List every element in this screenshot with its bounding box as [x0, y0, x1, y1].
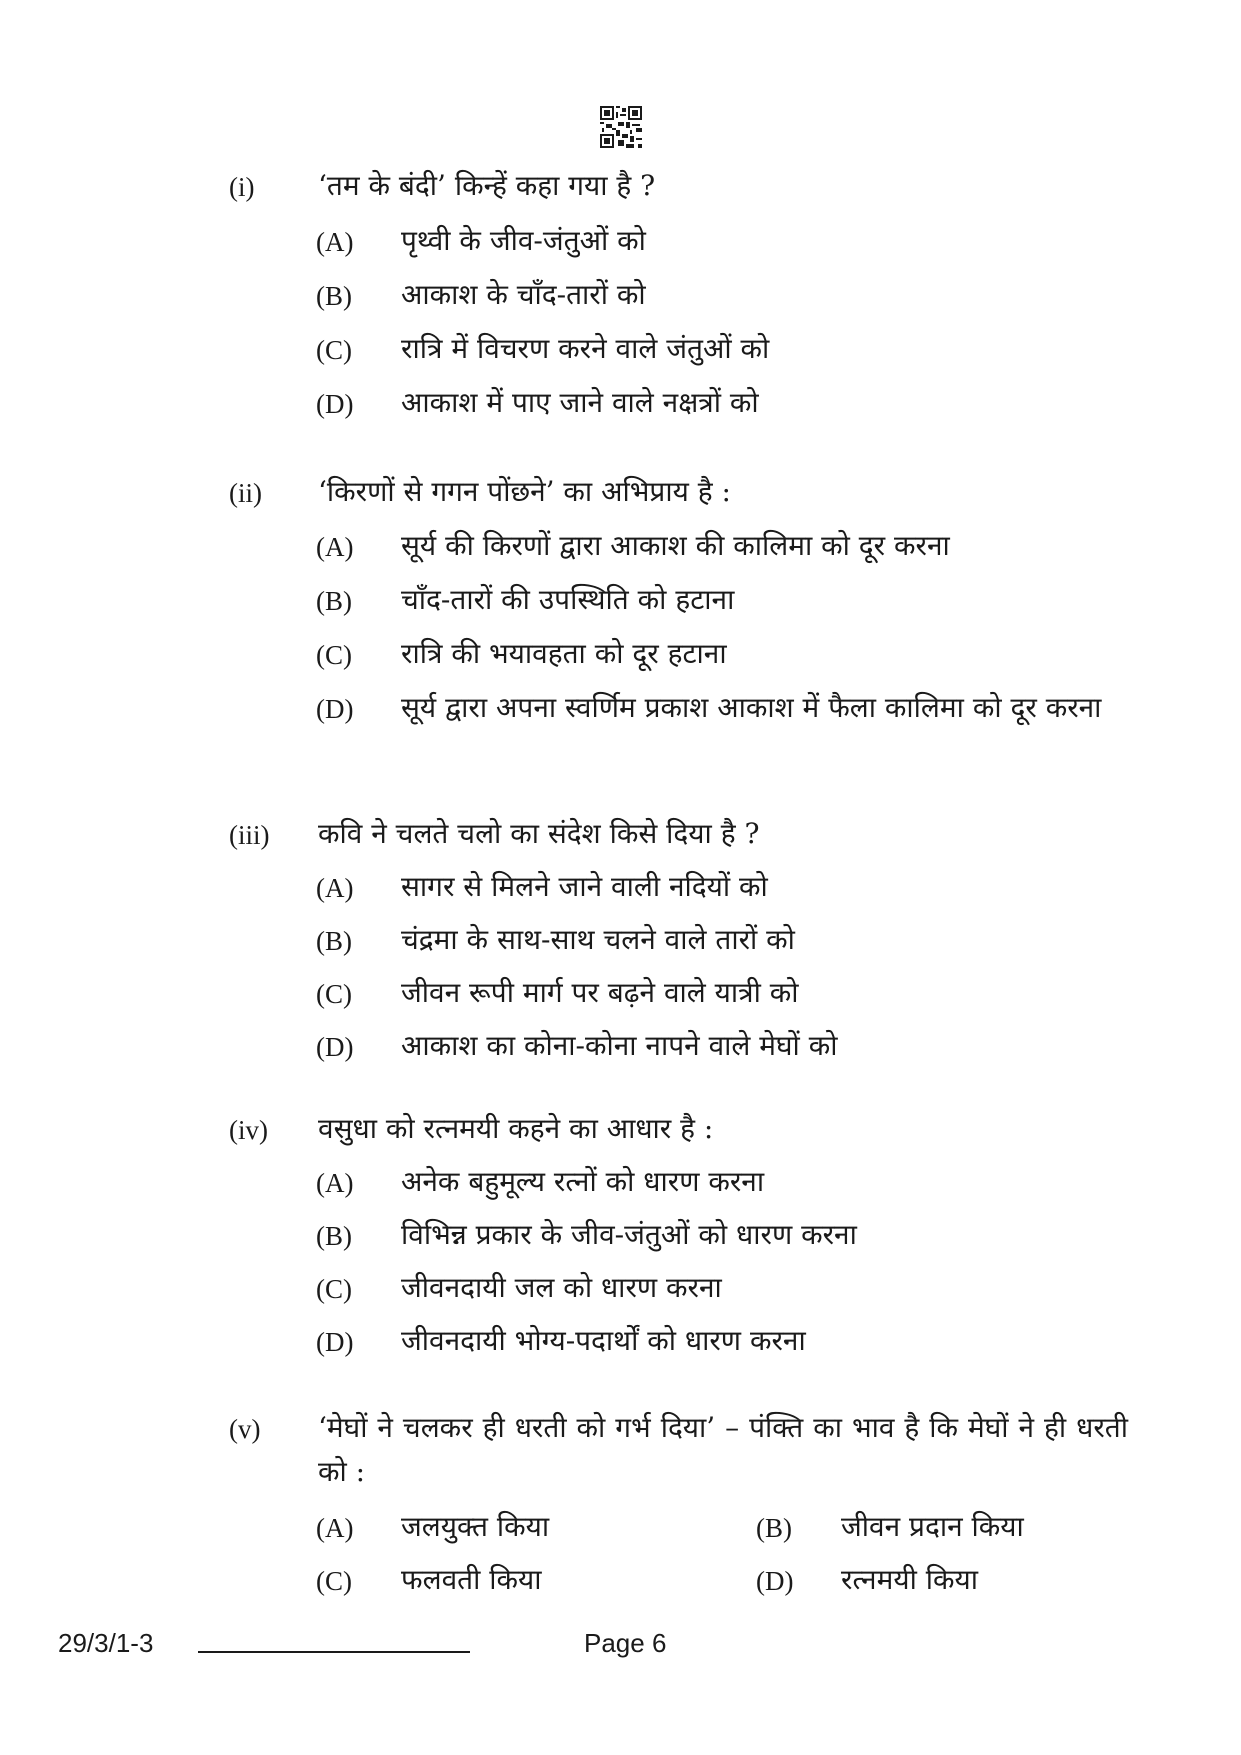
option-letter: (D): [756, 1566, 794, 1596]
question-text: ‘किरणों से गगन पोंछने’ का अभिप्राय है :: [318, 475, 731, 508]
option-text: रात्रि की भयावहता को दूर हटाना: [401, 637, 727, 670]
question-text: कवि ने चलते चलो का संदेश किसे दिया है ?: [318, 817, 760, 850]
option-text: जीवनदायी भोग्य-पदार्थों को धारण करना: [401, 1324, 806, 1357]
question-number: (i): [229, 172, 255, 202]
option-letter: (B): [316, 1221, 352, 1251]
option-letter: (C): [316, 1274, 352, 1304]
footer-divider: [198, 1651, 470, 1653]
option-letter: (D): [316, 1032, 354, 1062]
option-letter: (A): [316, 873, 354, 903]
paper-code: 29/3/1-3: [58, 1628, 154, 1658]
option-letter: (D): [316, 389, 354, 419]
question-number: (v): [229, 1414, 261, 1444]
question-text: ‘तम के बंदी’ किन्हें कहा गया है ?: [318, 169, 656, 202]
option-letter: (A): [316, 227, 354, 257]
option-text: आकाश के चाँद-तारों को: [401, 278, 646, 311]
option-text: फलवती किया: [401, 1563, 542, 1596]
option-letter: (C): [316, 1566, 352, 1596]
option-text: सागर से मिलने जाने वाली नदियों को: [401, 870, 768, 903]
option-letter: (B): [316, 586, 352, 616]
option-text: जलयुक्त किया: [401, 1510, 550, 1543]
question-text: वसुधा को रत्नमयी कहने का आधार है :: [318, 1112, 714, 1145]
option-text: सूर्य द्वारा अपना स्वर्णिम प्रकाश आकाश में फैला कालिमा को दूर करना: [401, 691, 1102, 724]
question-number: (ii): [229, 478, 262, 508]
option-text: आकाश में पाए जाने वाले नक्षत्रों को: [401, 386, 759, 419]
page-number: Page 6: [584, 1628, 667, 1658]
option-letter: (B): [756, 1513, 792, 1543]
option-letter: (A): [316, 532, 354, 562]
option-letter: (A): [316, 1168, 354, 1198]
option-text: चंद्रमा के साथ-साथ चलने वाले तारों को: [401, 923, 795, 956]
option-text: विभिन्न प्रकार के जीव-जंतुओं को धारण करना: [401, 1218, 857, 1251]
option-letter: (B): [316, 281, 352, 311]
option-text: रत्नमयी किया: [841, 1563, 978, 1596]
option-letter: (D): [316, 1327, 354, 1357]
option-letter: (A): [316, 1513, 354, 1543]
option-letter: (C): [316, 979, 352, 1009]
question-number: (iv): [229, 1115, 268, 1145]
question-text: ‘मेघों ने चलकर ही धरती को गर्भ दिया’ – पंक्ति का भाव है कि मेघों ने ही धरती को :: [318, 1411, 1128, 1488]
option-text: जीवन प्रदान किया: [841, 1510, 1024, 1543]
option-text: आकाश का कोना-कोना नापने वाले मेघों को: [401, 1029, 838, 1062]
option-letter: (C): [316, 640, 352, 670]
option-letter: (D): [316, 694, 354, 724]
option-text: चाँद-तारों की उपस्थिति को हटाना: [401, 583, 735, 616]
option-text: पृथ्वी के जीव-जंतुओं को: [401, 224, 646, 257]
question-number: (iii): [229, 820, 270, 850]
option-text: सूर्य की किरणों द्वारा आकाश की कालिमा को दूर करना: [401, 529, 950, 562]
option-text: जीवनदायी जल को धारण करना: [401, 1271, 722, 1304]
option-text: रात्रि में विचरण करने वाले जंतुओं को: [401, 332, 770, 365]
option-text: जीवन रूपी मार्ग पर बढ़ने वाले यात्री को: [401, 976, 799, 1009]
option-text: अनेक बहुमूल्य रत्नों को धारण करना: [401, 1165, 765, 1198]
option-letter: (C): [316, 335, 352, 365]
qr-code-icon: [600, 106, 642, 148]
option-letter: (B): [316, 926, 352, 956]
